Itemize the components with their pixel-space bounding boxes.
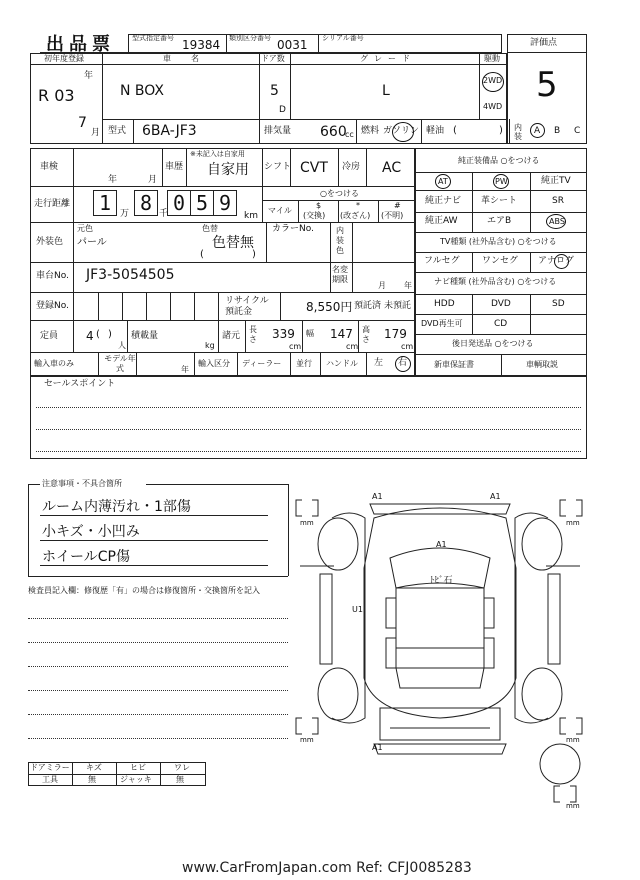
ac-value: AC [382,160,402,176]
type-number: 19384 [182,38,221,52]
model-code: 6BA-JF3 [142,123,197,139]
equip-abs: ABS [549,217,565,226]
interior-a: A [534,126,541,136]
width-value: 147 [330,327,353,341]
usage-value: 自家用 [207,162,249,178]
shift-value: CVT [300,160,328,176]
footer-watermark: www.CarFromJapan.com Ref: CFJ0085283 [182,860,472,876]
mileage-digit: 8 [140,191,153,215]
tv-analog: アナログ [538,256,575,266]
recycle-amount: 8,550円 [306,300,353,314]
first-registration-month: 7 [78,115,87,131]
original-color: パール [77,237,107,248]
inspector-note: 検査員記入欄：修復歴「有」の場合は修復箇所・交換箇所を記入 [28,586,260,595]
drive-2wd: 2WD [483,76,503,85]
damage-mark: A1 [490,492,501,501]
first-registration-year: R 03 [38,86,75,105]
height-value: 179 [384,327,407,341]
car-name: N BOX [120,83,164,99]
note-line: 小キズ・小凹み [42,524,140,540]
capacity-value: 4 [86,329,94,343]
fuel-gasoline: ガソリン [383,126,420,136]
drive-4wd: 4WD [483,102,503,111]
score-label: 評価点 [530,38,558,48]
car-damage-diagram [290,478,600,810]
length-value: 339 [272,327,295,341]
mileage-digit: 0 [173,191,186,215]
sales-points-label: セールスポイント [44,379,116,389]
doors-value: 5 [270,83,279,99]
damage-mark: ﾄﾋﾞ石 [430,576,453,586]
notes-title: 注意事項・不具合箇所 [42,479,122,488]
page-title: 出品票 [46,34,115,55]
damage-mark: A1 [436,540,447,549]
mileage-digit: 9 [219,191,232,215]
damage-mark: U1 [352,605,363,614]
score-value: 5 [536,65,558,105]
note-line: ルーム内薄汚れ・1部傷 [42,499,191,515]
damage-mark: A1 [372,743,383,752]
equip-at: AT [438,177,448,186]
category-number: 0031 [277,38,308,52]
color-change: 色替無 [212,235,254,251]
equip-pw: PW [495,177,508,186]
displacement-value: 660 [320,124,347,140]
mileage-digit: 5 [196,191,209,215]
handle-right: 右 [398,358,408,368]
grade-value: L [382,83,390,99]
mileage-digit: 1 [99,191,112,215]
chassis-number: JF3-5054505 [86,267,175,283]
note-line: ホイールCP傷 [42,549,130,565]
damage-mark: A1 [372,492,383,501]
